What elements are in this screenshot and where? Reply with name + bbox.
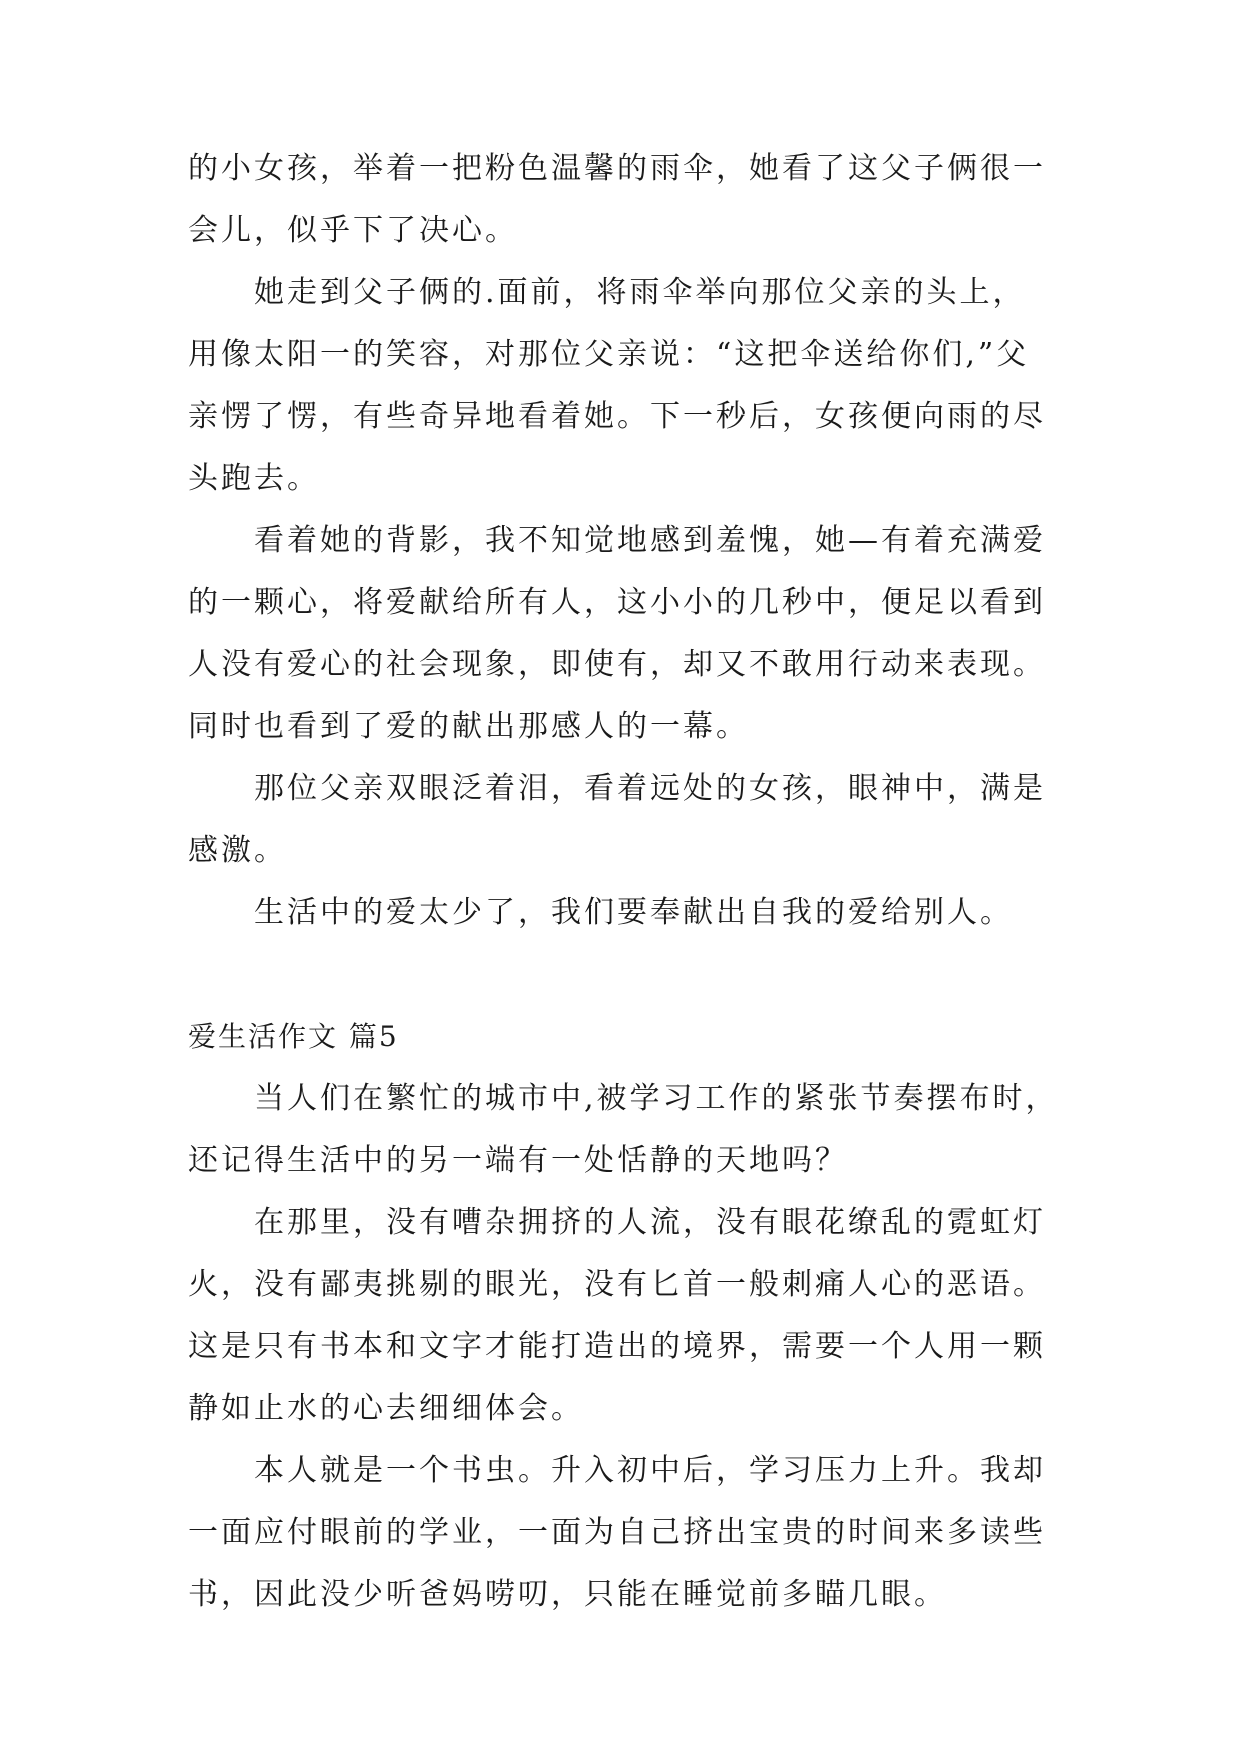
paragraph [188,882,1068,944]
text-line: 人没有爱心的社会现象，即使有，却又不敢用行动来表现。 [188,647,1046,682]
paragraph [188,1192,1068,1440]
text-line: 看着她的背影，我不知觉地感到羞愧，她—有着充满爱 [254,523,1046,558]
text-line: 头跑去。 [188,461,320,496]
text-line: 的一颗心，将爱献给所有人，这小小的几秒中，便足以看到 [188,585,1046,620]
text-line: 那位父亲双眼泛着泪，看着远处的女孩，眼神中，满是 [254,771,1046,806]
text-line: 书，因此没少听爸妈唠叨，只能在睡觉前多瞄几眼。 [188,1577,947,1612]
paragraph [188,510,1068,758]
section-heading: 爱生活作文 篇5 [188,1020,399,1053]
document-page [188,138,1068,1626]
text-line: 同时也看到了爱的献出那感人的一幕。 [188,709,749,744]
text-line: 火，没有鄙夷挑剔的眼光，没有匕首一般刺痛人心的恶语。 [188,1267,1046,1302]
text-line: 这是只有书本和文字才能打造出的境界，需要一个人用一颗 [188,1329,1046,1364]
text-line: 还记得生活中的另一端有一处恬静的天地吗？ [188,1143,848,1178]
text-line: 一面应付眼前的学业，一面为自己挤出宝贵的时间来多读些 [188,1515,1046,1550]
text-line: 的小女孩，举着一把粉色温馨的雨伞，她看了这父子俩很一 [188,151,1046,186]
text-line: 感激。 [188,833,287,868]
text-line: 她走到父子俩的.面前，将雨伞举向那位父亲的头上， [254,275,1026,310]
text-line: 生活中的爱太少了，我们要奉献出自我的爱给别人。 [254,895,1013,930]
paragraph [188,758,1068,882]
section-spacer [188,944,1068,1006]
paragraph [188,1440,1068,1626]
paragraph [188,138,1068,262]
text-line: 在那里，没有嘈杂拥挤的人流，没有眼花缭乱的霓虹灯 [254,1205,1046,1240]
text-line: 本人就是一个书虫。升入初中后，学习压力上升。我却 [254,1453,1046,1488]
text-line: 静如止水的心去细细体会。 [188,1391,584,1426]
text-line: 会儿，似乎下了决心。 [188,213,518,248]
text-line: 亲愣了愣，有些奇异地看着她。下一秒后，女孩便向雨的尽 [188,399,1046,434]
paragraph [188,262,1068,510]
text-line: 当人们在繁忙的城市中,被学习工作的紧张节奏摆布时， [254,1081,1059,1116]
paragraph [188,1068,1068,1192]
text-line: 用像太阳一的笑容，对那位父亲说：“这把伞送给你们,”父 [188,337,1030,372]
